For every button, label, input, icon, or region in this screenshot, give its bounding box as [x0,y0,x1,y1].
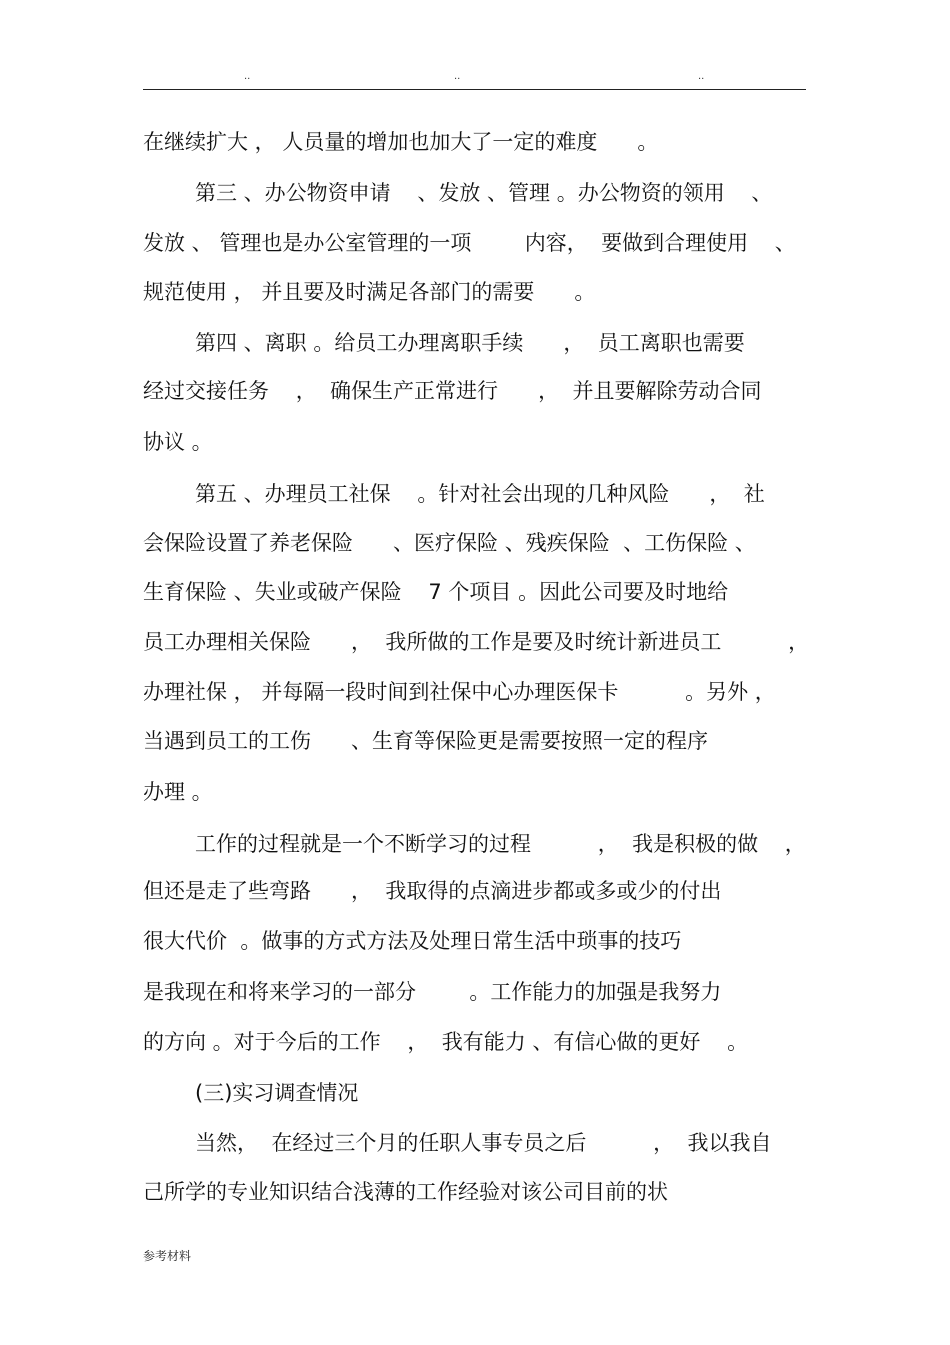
body-line: 在继续扩大 ， 人员量的增加也加大了一定的难度 。 [143,130,659,154]
body-line: 工作的过程就是一个不断学习的过程 ， 我是积极的做 ， [195,832,806,856]
header-mark-right: .. [698,71,705,82]
body-line: 第五 、办理员工社保 。针对社会出现的几种风险 ， 社 [195,482,765,506]
body-line: 第四 、离职 。给员工办理离职手续 ， 员工离职也需要 [195,331,745,355]
body-line: 协议 。 [143,430,213,454]
body-line: 的方向 。对于今后的工作 ， 我有能力 、有信心做的更好 。 [143,1030,749,1054]
header-mark-left: .. [244,71,251,82]
body-line: 办理社保 ， 并每隔一段时间到社保中心办理医保卡 。另外 ， [143,680,776,704]
body-line: 当然， 在经过三个月的任职人事专员之后 ， 我以我自 [195,1131,772,1155]
header-divider [143,89,806,90]
body-line: 经过交接任务 ， 确保生产正常进行 ， 并且要解除劳动合同 [143,379,762,403]
page-header-marks [0,70,950,84]
body-line: 员工办理相关保险 ， 我所做的工作是要及时统计新进员工 ， [143,630,810,654]
header-mark-center: .. [454,71,461,82]
body-line: 发放 、 管理也是办公室管理的一项 内容， 要做到合理使用 、 [143,231,796,255]
body-line: 但还是走了些弯路 ， 我取得的点滴进步都或多或少的付出 [143,879,722,903]
body-line: 当遇到员工的工伤 、生育等保险更是需要按照一定的程序 [143,729,709,753]
body-line: 第三 、办公物资申请 、发放 、管理 。办公物资的领用 、 [195,181,773,205]
body-line: 很大代价 。做事的方式方法及处理日常生活中琐事的技巧 [143,929,682,953]
page-footer-label: 参考材料 [143,1249,192,1263]
body-line: 会保险设置了养老保险 、医疗保险 、残疾保险 、工伤保险 、 [143,531,756,555]
section-heading: (三)实习调查情况 [195,1081,359,1105]
body-line: 己所学的专业知识结合浅薄的工作经验对该公司目前的状 [143,1180,668,1204]
body-line: 规范使用 ， 并且要及时满足各部门的需要 。 [143,280,596,304]
body-line: 办理 。 [143,780,213,804]
body-line: 是我现在和将来学习的一部分 。工作能力的加强是我努力 [143,980,722,1004]
body-line: 生育保险 、失业或破产保险 7 个项目 。因此公司要及时地给 [143,580,729,604]
